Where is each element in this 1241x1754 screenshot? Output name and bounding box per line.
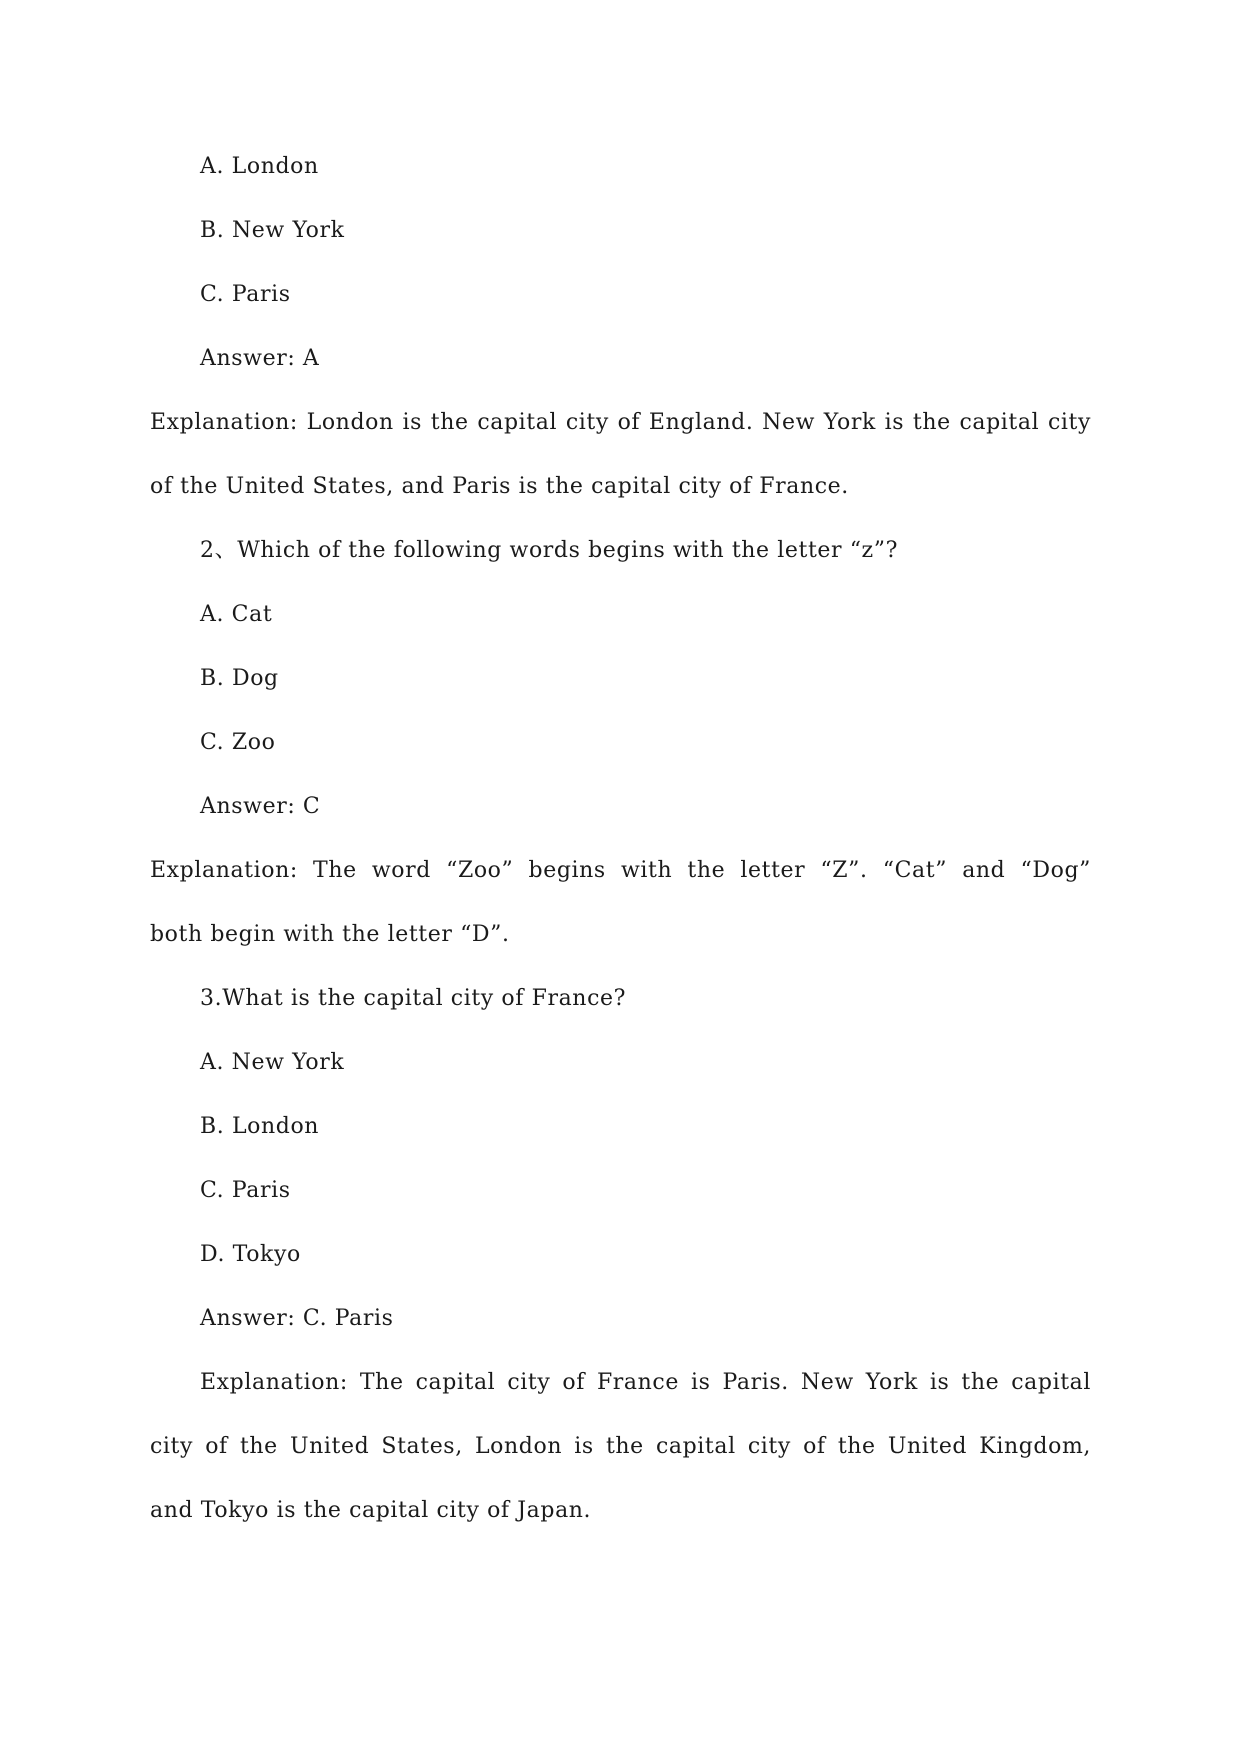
q3-explanation-line-3: and Tokyo is the capital city of Japan. [150, 1498, 592, 1523]
q2-explanation-line-1: Explanation: The word “Zoo” begins with the letter “Z”. “Cat” and “Dog” [150, 858, 1091, 883]
q1-explanation-line-1: Explanation: London is the capital city of England. New York is the capital city [150, 410, 1091, 435]
q3-question: 3.What is the capital city of France? [200, 986, 627, 1011]
q2-explanation-line-2: both begin with the letter “D”. [150, 922, 510, 947]
q2-option-c: C. Zoo [200, 730, 276, 755]
q3-explanation-line-1: Explanation: The capital city of France is Paris. New York is the capital [200, 1370, 1091, 1395]
q3-explanation-line-2: city of the United States, London is the capital city of the United Kingdom, [150, 1434, 1091, 1459]
q1-explanation-line-2: of the United States, and Paris is the capital city of France. [150, 474, 849, 499]
q3-answer: Answer: C. Paris [200, 1306, 394, 1331]
q1-answer: Answer: A [200, 346, 320, 371]
q2-question: 2、Which of the following words begins with the letter “z”? [200, 538, 898, 563]
q1-option-a: A. London [200, 154, 319, 179]
q3-option-a: A. New York [200, 1050, 345, 1075]
q3-option-c: C. Paris [200, 1178, 291, 1203]
q1-option-b: B. New York [200, 218, 345, 243]
q2-option-a: A. Cat [200, 602, 273, 627]
q2-option-b: B. Dog [200, 666, 279, 691]
q2-answer: Answer: C [200, 794, 321, 819]
q1-option-c: C. Paris [200, 282, 291, 307]
q3-option-b: B. London [200, 1114, 320, 1139]
q3-option-d: D. Tokyo [200, 1242, 301, 1267]
